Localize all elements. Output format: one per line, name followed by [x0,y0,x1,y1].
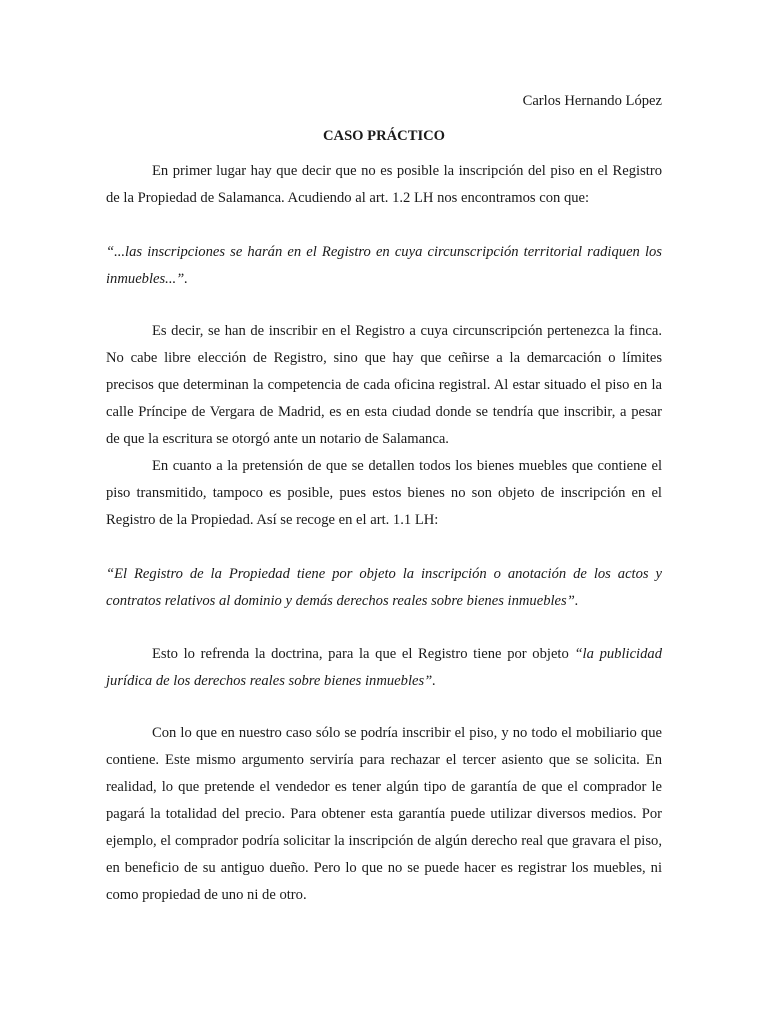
paragraph-3-block [106,453,662,534]
paragraph-4-quote: “la publicidad jurídica de los derechos reales sobre bienes inmuebles”. [106,646,662,689]
paragraph-4 [106,641,662,695]
paragraph-4-lead: Esto lo refrenda la doctrina, para la que el Registro tiene por objeto [152,646,575,662]
quote-1: “...las inscripciones se harán en el Registro en cuya circunscripción territorial radiquen los inmuebles...”. [106,244,662,287]
quote-1-block [106,239,662,293]
paragraph-1-block [106,158,662,212]
paragraph-4-block [106,641,662,695]
paragraph-1: En primer lugar hay que decir que no es posible la inscripción del piso en el Registro de la Propiedad de Salamanca. Acudiendo al art. 1.2 LH nos encontramos con que: [106,163,662,206]
paragraph-5: Con lo que en nuestro caso sólo se podría inscribir el piso, y no todo el mobiliario que contiene. Este mismo argumento serviría para rechazar el tercer asiento que se solicita. En realidad, lo que pretende el vendedor es tener algún tipo de garantía de que el comprador le pagará la totalidad del precio. Para obtener esta garantía puede utilizar diversos medios. Por ejemplo, el comprador podría solicitar la inscripción de algún derecho real que gravara el piso, en beneficio de su antiguo dueño. Pero lo que no se puede hacer es registrar los muebles, ni como propiedad de uno ni de otro. [106,725,662,903]
paragraph-5-block [106,720,662,909]
paragraph-2-block [106,318,662,453]
author-name: Carlos Hernando López [522,93,662,109]
paragraph-3: En cuanto a la pretensión de que se detallen todos los bienes muebles que contiene el piso transmitido, tampoco es posible, pues estos bienes no son objeto de inscripción en el Registro de la Propiedad. Así se recoge en el art. 1.1 LH: [106,458,662,528]
quote-2: “El Registro de la Propiedad tiene por objeto la inscripción o anotación de los actos y contratos relativos al dominio y demás derechos reales sobre bienes inmuebles”. [106,566,662,609]
quote-2-block [106,561,662,615]
document-title: CASO PRÁCTICO [322,128,446,144]
paragraph-2: Es decir, se han de inscribir en el Registro a cuya circunscripción pertenezca la finca. No cabe libre elección de Registro, sino que hay que ceñirse a la demarcación o límites precisos que determinan la competencia de cada oficina registral. Al estar situado el piso en la calle Príncipe de Vergara de Madrid, es en esta ciudad donde se tendría que inscribir, a pesar de que la escritura se otorgó ante un notario de Salamanca. [106,323,662,447]
